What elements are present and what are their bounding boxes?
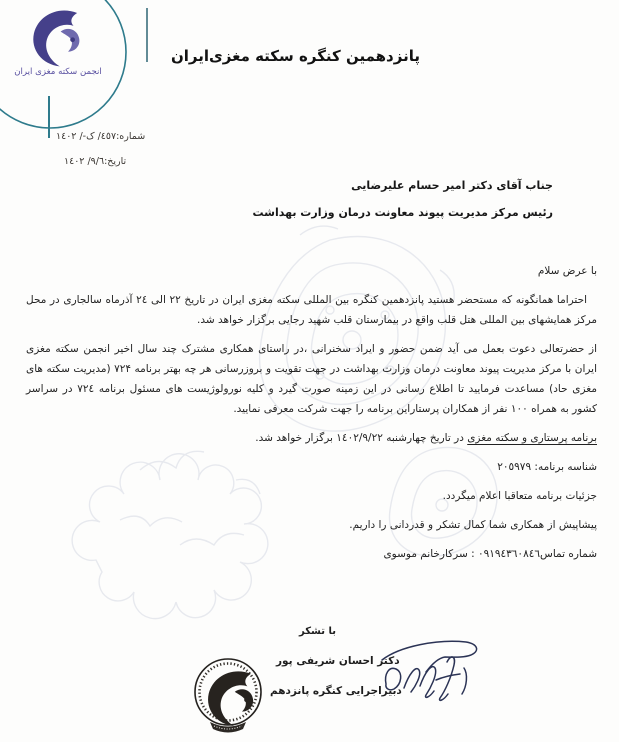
thanks-line: پیشاپیش از همکاری شما کمال تشکر و قدردانی را داریم. xyxy=(349,519,597,531)
congress-title: پانزدهمین کنگره سکته مغزی‌ایران xyxy=(170,47,420,65)
stroke-swirl-icon xyxy=(33,10,79,66)
recipient-block xyxy=(253,179,554,219)
handwritten-signature xyxy=(370,634,492,708)
association-name-label: انجمن سکته مغزی ایران xyxy=(14,67,102,77)
program-id-line: شناسه برنامه: ٢٠٥٩٧٩ xyxy=(497,461,597,473)
paragraph-congress-announcement: احتراما همانگونه که مستحضر هستید پانزدهمین کنگره بین المللی سکته مغزی ایران در تاریخ ٢٢ الی ٢٤ آذرماه سالجاری در محل مرکز همایشهای بین المللی هتل قلب واقع در بیمارستان قلب شهید رجایی برگزار خواهد شد. xyxy=(26,294,597,326)
nursing-program-underlined: برنامه پرستاری و سکته مغزی xyxy=(467,432,597,444)
paragraph-invitation-724: از حضرتعالی دعوت بعمل می آید ضمن حضور و ایراد سخنرانی ،در راستای همکاری مشترک چند سال اخیر انجمن سکته مغزی ایران با مرکز مدیریت پیوند معاونت درمان وزارت بهداشت در جهت تقویت و بروزرسانی هر چه بهتر برنامه ۷۲۴ (مدیریت سکته های مغزی حاد) مساعدت فرمایید تا اطلاع رسانی در این زمینه صورت گیرد و کلیه نورولوژیست های مسئول برنامه ٧٢٤ در سراسر کشور به همراه ١٠٠ نفر از همکاران پرستاراین برنامه را جهت شرکت معرفی نمایید. xyxy=(26,343,597,415)
signature-closing: با تشکر xyxy=(299,626,336,637)
details-line: جزئیات برنامه متعاقبا اعلام میگردد. xyxy=(442,490,597,502)
letter-body xyxy=(26,261,597,573)
association-logo xyxy=(0,0,175,148)
ref-number: شماره:٤٥٧/ ک-/ ١٤٠٢ xyxy=(56,131,146,142)
salutation: با عرض سلام xyxy=(537,265,597,277)
nursing-program-rest: در تاریخ چهارشنبه ١٤٠٢/٩/٢٢ برگزار خواهد شد. xyxy=(255,432,468,444)
signature-name: دکتر احسان شریفی پور xyxy=(276,655,400,667)
recipient-title: رئیس مرکز مدیریت پیوند معاونت درمان وزارت بهداشت xyxy=(252,206,553,219)
letter-date: تاریخ:٩/٦/ ١٤٠٢ xyxy=(64,156,127,167)
signature-role: دبیراجرایی کنگره پانزدهم xyxy=(270,685,402,697)
recipient-name: جناب آقای دکتر امیر حسام علیرضایی xyxy=(351,179,553,192)
nursing-program-line xyxy=(26,428,597,448)
contact-line: شماره تماس٠٩١٩٤٣٦٠٨٤٦ : سرکارخانم موسوی xyxy=(383,548,597,560)
association-stamp-icon xyxy=(184,650,272,738)
